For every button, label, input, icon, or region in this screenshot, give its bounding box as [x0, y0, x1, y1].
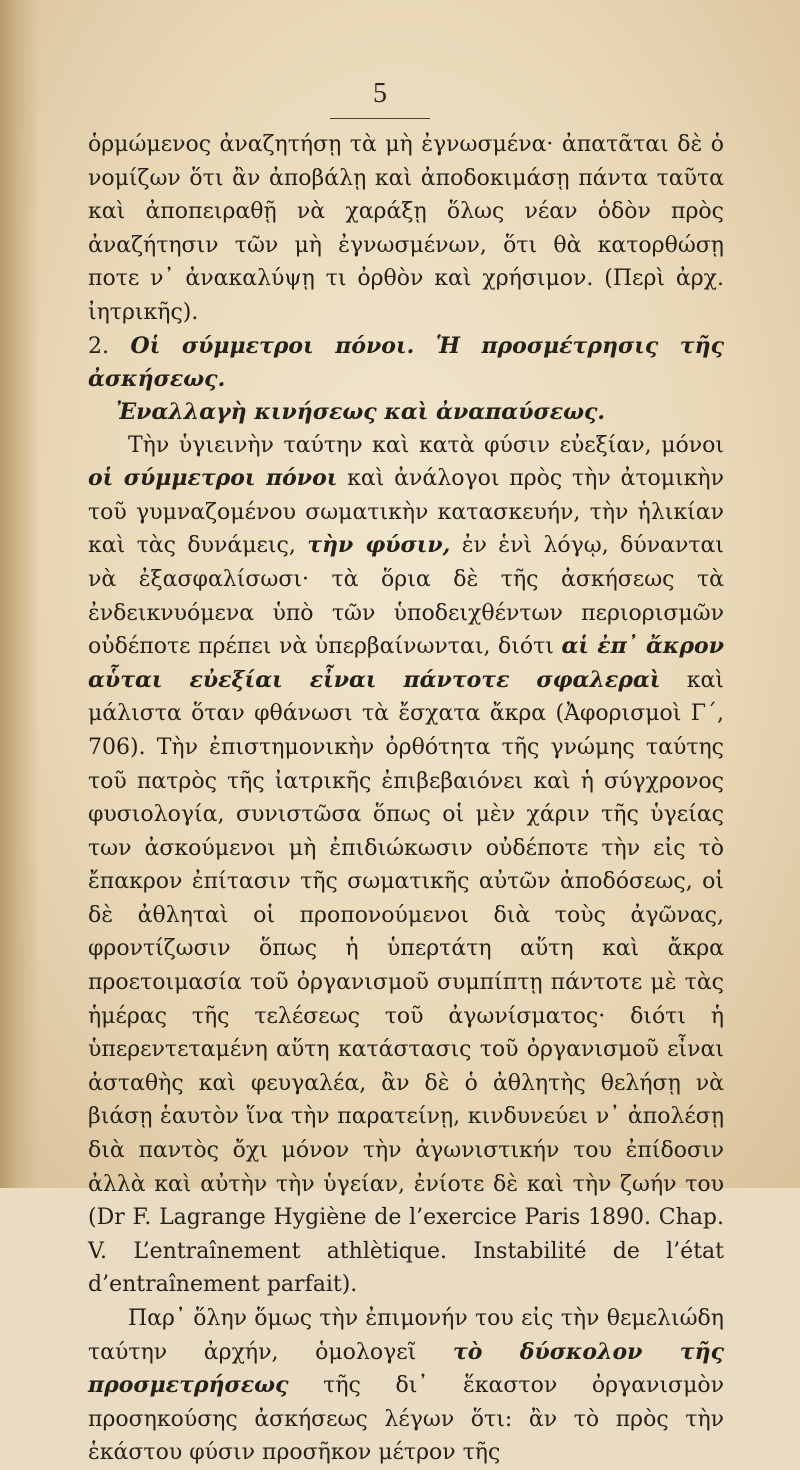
- paragraph-1: ὁρμώμενος ἀναζητήσῃ τὰ μὴ ἐγνωσμένα· ἀπατᾶται δὲ ὁ νομίζων ὅτι ἂν ἀποβάλῃ καὶ ἀποδοκιμάσῃ πάντα ταῦτα καὶ ἀποπειραθῇ νὰ χαράξῃ ὅλως νέαν ὁδὸν πρὸς ἀναζήτησιν τῶν μὴ ἐγνωσμένων, ὅτι θὰ κατορθώσῃ ποτε ν᾽ ἀνακαλύψῃ τι ὀρθὸν καὶ χρήσιμον. (Περὶ ἀρχ. ἰητρικῆς).: [88, 132, 724, 325]
- page-binding-edge: [0, 0, 40, 1188]
- paragraph-3-emphasis-1: τὸ δύσκολον τῆς προσμετρήσεως: [88, 1338, 724, 1399]
- paragraph-2-text-4: καὶ μάλιστα ὅταν φθάνωσι τὰ ἔσχατα ἄκρα (Ἀφορισμοὶ Γ΄, 706). Τὴν ἐπιστημονικὴν ὀρθότητα τῆς γνώμης ταύτης τοῦ πατρὸς τῆς ἰατρικῆς ἐπιβεβαιόνει καὶ ἡ σύγχρονος φυσιολογία, συνιστῶσα ὅπως οἱ μὲν χάριν τῆς ὑγείας των ἀσκούμενοι μὴ ἐπιδιώκωσιν οὐδέποτε τὴν εἰς τὸ ἔπακρον ἐπίτασιν τῆς σωματικῆς αὐτῶν ἀποδόσεως, οἱ δὲ ἀθληταὶ οἱ προπονούμενοι διὰ τοὺς ἀγῶνας, φροντίζωσιν ὅπως ἡ ὑπερτάτη αὕτη καὶ ἄκρα προετοιμασία τοῦ ὀργανισμοῦ συμπίπτῃ πάντοτε μὲ τὰς ἡμέρας τῆς τελέσεως τοῦ ἀγωνίσματος· διότι ἡ ὑπερεντεταμένη αὕτη κατάστασις τοῦ ὀργανισμοῦ εἶναι ἀσταθὴς καὶ φευγαλέα, ἂν δὲ ὁ ἀθλητὴς θελήσῃ νὰ βιάσῃ ἑαυτὸν ἵνα τὴν παρατείνῃ, κινδυνεύει ν᾽ ἀπολέσῃ διὰ παντὸς ὄχι μόνον τὴν ἀγωνιστικήν του ἐπίδοσιν ἀλλὰ καὶ αὐτὴν τὴν ὑγείαν, ἐνίοτε δὲ καὶ τὴν ζωήν του (Dr F. Lagrange Hygiène de l’exercice Paris 1890. Chap. V. L’entraînement athlètique. Instabilité de l’état d’entraînement parfait).: [88, 667, 724, 1298]
- section-title-line-1: Οἱ σύμμετροι πόνοι. Ἡ προσμέτρησις τῆς ἀσκήσεως.: [88, 332, 724, 392]
- paragraph-2-text-1: Τὴν ὑγιεινὴν ταύτην καὶ κατὰ φύσιν εὐεξίαν, μόνοι: [128, 432, 724, 458]
- paragraph-2-text-3: ἐν ἑνὶ λόγῳ, δύνανται νὰ ἐξασφαλίσωσι· τὰ ὅρια δὲ τῆς ἀσκήσεως τὰ ἐνδεικνυόμενα ὑπὸ τῶν ὑποδειχθέντων περιορισμῶν οὐδέποτε πρέπει νὰ ὑπερβαίνωνται, διότι: [88, 533, 724, 660]
- paragraph-2-emphasis-1: οἱ σύμμετροι πόνοι: [88, 465, 338, 492]
- paragraph-2-emphasis-3: αἱ ἐπ᾽ ἄκρον αὗται εὐεξίαι εἶναι πάντοτε σφαλεραὶ: [88, 633, 724, 693]
- section-heading: [88, 330, 724, 429]
- paragraph-3: [88, 1302, 724, 1470]
- page-number: 5: [373, 78, 387, 109]
- paragraph-2-emphasis-2: τὴν φύσιν,: [307, 532, 451, 559]
- paragraph-2: [88, 429, 724, 1302]
- body-text: [88, 128, 724, 1470]
- paragraph-2-text-2: καὶ ἀνάλογοι πρὸς τὴν ἀτομικὴν τοῦ γυμναζομένου σωματικὴν κατασκευήν, τὴν ἡλικίαν καὶ τὰς δυνάμεις,: [88, 466, 724, 559]
- page-number-rule: [330, 118, 430, 119]
- section-title-line-2: Ἐναλλαγὴ κινήσεως καὶ ἀναπαύσεως.: [116, 398, 606, 425]
- paragraph-3-text-1: Παρ᾽ ὅλην ὅμως τὴν ἐπιμονήν του εἰς τὴν θεμελιώδη ταύτην ἀρχήν, ὁμολογεῖ: [88, 1306, 724, 1365]
- paragraph-3-text-2: τῆς δι᾽ ἕκαστον ὀργανισμὸν προσηκούσης ἀσκήσεως λέγων ὅτι: ἂν τὸ πρὸς τὴν ἑκάστου φύσιν προσῆκον μέτρον τῆς: [88, 1373, 724, 1466]
- section-number: 2.: [88, 333, 109, 359]
